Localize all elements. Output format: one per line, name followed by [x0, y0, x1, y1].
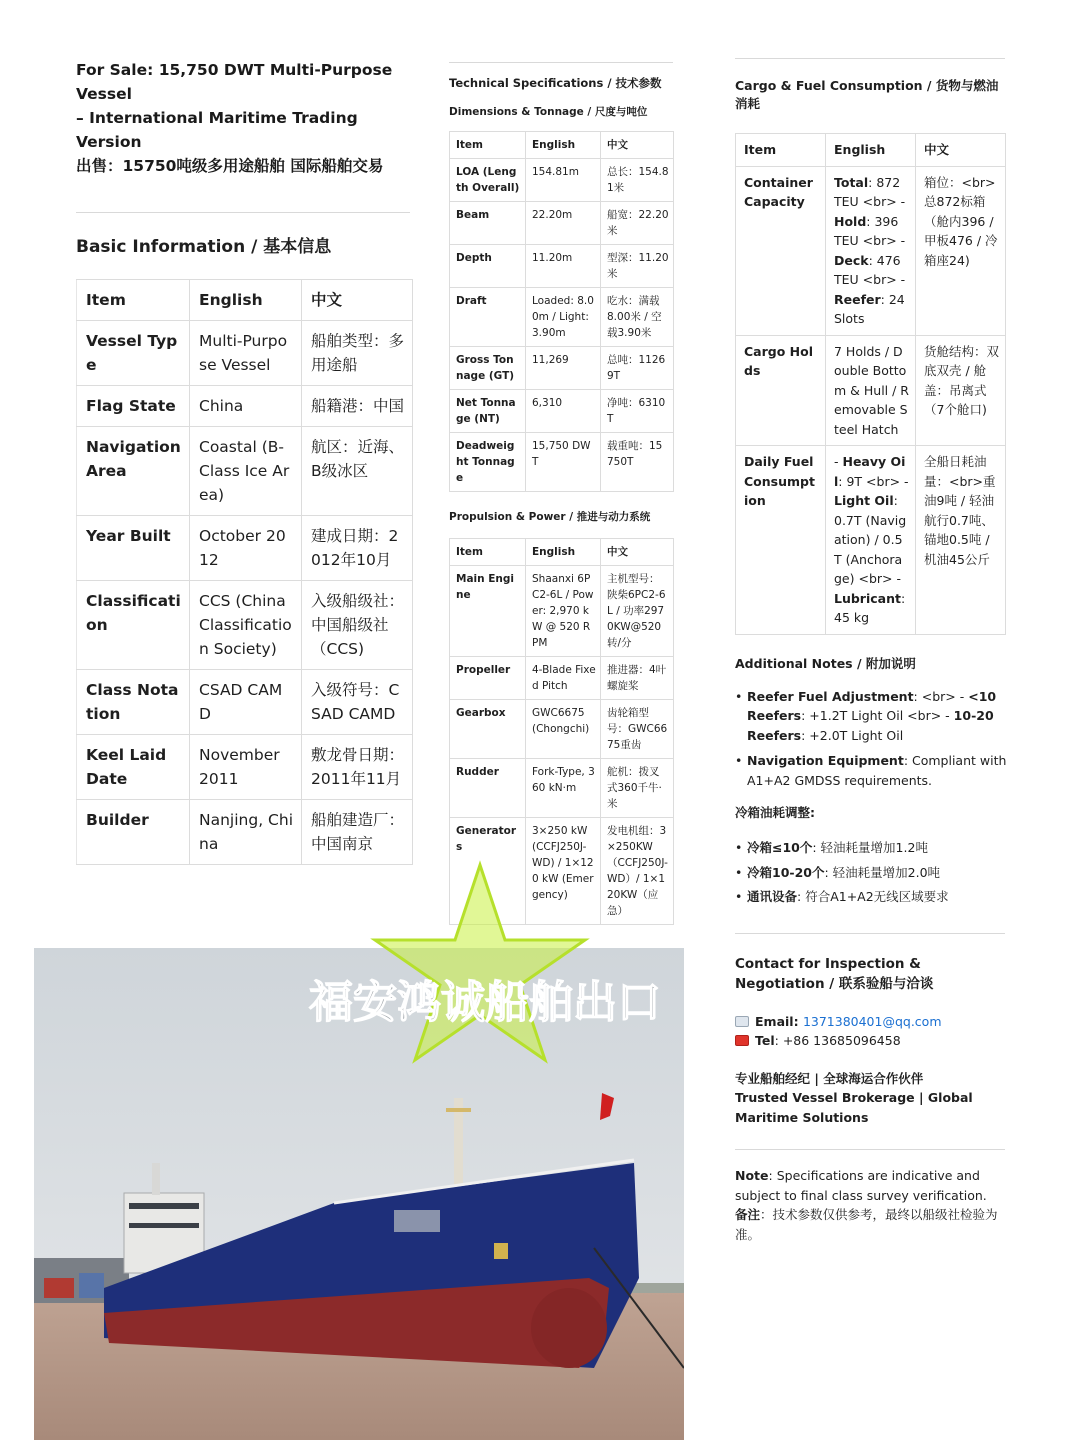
table-row: Container Capacity Total: 872 TEU <br> - Hold: 396 TEU <br> - Deck: 476 TEU <br> - Reefer: 24 Slots 箱位：<br>总872标箱（舱内396 / 甲板476 / 冷箱座24) [736, 166, 1006, 335]
table-row: Flag State China 船籍港：中国 [77, 386, 413, 427]
table-row: Builder Nanjing, China 船舶建造厂：中国南京 [77, 800, 413, 865]
additional-notes-heading: Additional Notes / 附加说明 [735, 655, 916, 671]
watermark-text: 福安鸿诚船舶出口 [309, 977, 661, 1028]
anchor [494, 1243, 508, 1259]
table-row: Keel Laid Date November 2011 敷龙骨日期：2011年11月 [77, 735, 413, 800]
table-header-row [77, 280, 413, 321]
divider [735, 58, 1005, 59]
table-row: Propeller 4-Blade Fixed Pitch 推进器：4叶螺旋桨 [450, 657, 674, 700]
list-item: • Reefer Fuel Adjustment: <br> - <10 Reefers: +1.2T Light Oil <br> - 10-20 Reefers: +2.0T Light Oil [735, 687, 1007, 746]
table-row: Depth 11.20m 型深：11.20米 [450, 245, 674, 288]
right-column [735, 58, 1007, 1244]
cn-notes-list [735, 838, 1007, 907]
tel-line: Tel: +86 13685096458 [735, 1031, 1007, 1051]
table-row: Rudder Fork-Type, 360 kN·m 舵机：拨叉式360千牛·米 [450, 759, 674, 818]
table-row: Generators 3×250 kW (CCFJ250J-WD) / 1×120 kW (Emergency) 发电机组：3×250KW（CCFJ250J-WD）/ 1×120KW（应急） [450, 818, 674, 925]
middle-column [449, 62, 675, 925]
table-row: Cargo Holds 7 Holds / Double Bottom & Hull / Removable Steel Hatch 货舱结构：双底双壳 / 舱盖：吊离式（7个舱口) [736, 335, 1006, 446]
table-row: Year Built October 2012 建成日期：2012年10月 [77, 516, 413, 581]
dimensions-table [449, 131, 674, 492]
blurred-name [394, 1210, 440, 1232]
table-row: Class Notation CSAD CAMD 入级符号：CSAD CAMD [77, 670, 413, 735]
divider [735, 933, 1005, 934]
list-item: • 通讯设备: 符合A1+A2无线区域要求 [735, 887, 1007, 907]
watermark [250, 845, 720, 1125]
cargo-fuel-table [735, 133, 1006, 635]
table-row: Gearbox GWC6675 (Chongchi) 齿轮箱型号：GWC6675重齿 [450, 700, 674, 759]
email-icon [735, 1016, 749, 1027]
watermark-graphic [250, 845, 720, 1125]
list-item: • Navigation Equipment: Compliant with A1+A2 GMDSS requirements. [735, 751, 1007, 790]
broker-tagline: 专业船舶经纪 | 全球海运合作伙伴 Trusted Vessel Brokerage | Global Maritime Solutions [735, 1070, 973, 1125]
propulsion-heading: Propulsion & Power / 推进与动力系统 [449, 511, 651, 523]
email-link[interactable]: 1371380401@qq.com [802, 1013, 942, 1029]
header-chinese: 中文 [302, 280, 413, 321]
table-row: Beam 22.20m 船宽：22.20米 [450, 202, 674, 245]
star-icon [375, 865, 585, 1060]
list-item: • 冷箱≤10个: 轻油耗量增加1.2吨 [735, 838, 1007, 858]
phone-icon [735, 1035, 749, 1046]
table-header-row: Item English 中文 [450, 539, 674, 566]
table-header-row: Item English 中文 [450, 132, 674, 159]
tech-spec-heading: Technical Specifications / 技术参数 [449, 76, 662, 90]
basic-info-table [76, 279, 413, 865]
table-row: Daily Fuel Consumption - Heavy Oil: 9T <br> - Light Oil: 0.7T (Navigation) / 0.5T (Anchorage) <br> - Lubricant: 45 kg 全船日耗油量：<br>重油9吨 / 轻油航行0.7吨、锚地0.5吨 / 机油45公斤 [736, 446, 1006, 635]
page-title: For Sale: 15,750 DWT Multi-Purpose Vessel – International Maritime Trading Version 出售：15750吨级多用途船舶 国际船舶交易 [76, 61, 393, 175]
table-row: Draft Loaded: 8.00m / Light: 3.90m 吃水：满载8.00米 / 空载3.90米 [450, 288, 674, 347]
divider [76, 212, 410, 213]
left-column [76, 58, 412, 865]
notes-list [735, 687, 1007, 791]
cargo-fuel-heading: Cargo & Fuel Consumption / 货物与燃油消耗 [735, 78, 999, 111]
table-header-row: Item English 中文 [736, 134, 1006, 167]
disclaimer: Note: Specifications are indicative and subject to final class survey verification. 备注：技术参数仅供参考，最终以船级社检验为准。 [735, 1168, 998, 1242]
table-row: Net Tonnage (NT) 6,310 净吨：6310T [450, 390, 674, 433]
list-item: • 冷箱10-20个: 轻油耗量增加2.0吨 [735, 863, 1007, 883]
contact-heading: Contact for Inspection & Negotiation / 联系验船与洽谈 [735, 955, 934, 992]
email-line: Email: 1371380401@qq.com [735, 1012, 1007, 1032]
basic-info-heading: Basic Information / 基本信息 [76, 237, 332, 257]
header-item: Item [77, 280, 190, 321]
table-row: Classification CCS (China Classification Society) 入级船级社：中国船级社（CCS) [77, 581, 413, 670]
header-english: English [190, 280, 302, 321]
divider [735, 1149, 1005, 1150]
table-row: Navigation Area Coastal (B-Class Ice Area) 航区：近海、B级冰区 [77, 427, 413, 516]
table-row: Deadweight Tonnage 15,750 DWT 载重吨：15750T [450, 433, 674, 492]
table-row: Gross Tonnage (GT) 11,269 总吨：11269T [450, 347, 674, 390]
table-row: LOA (Length Overall) 154.81m 总长：154.81米 [450, 159, 674, 202]
contact-block [735, 1012, 1007, 1051]
table-row: Main Engine Shaanxi 6PC2-6L / Power: 2,970 kW @ 520 RPM 主机型号：陕柴6PC2-6L / 功率2970KW@520转/分 [450, 566, 674, 657]
divider [449, 62, 673, 63]
table-row: Vessel Type Multi-Purpose Vessel 船舶类型：多用途船 [77, 321, 413, 386]
dimensions-heading: Dimensions & Tonnage / 尺度与吨位 [449, 106, 648, 118]
reefer-adjustment-heading: 冷箱油耗调整: [735, 805, 815, 820]
